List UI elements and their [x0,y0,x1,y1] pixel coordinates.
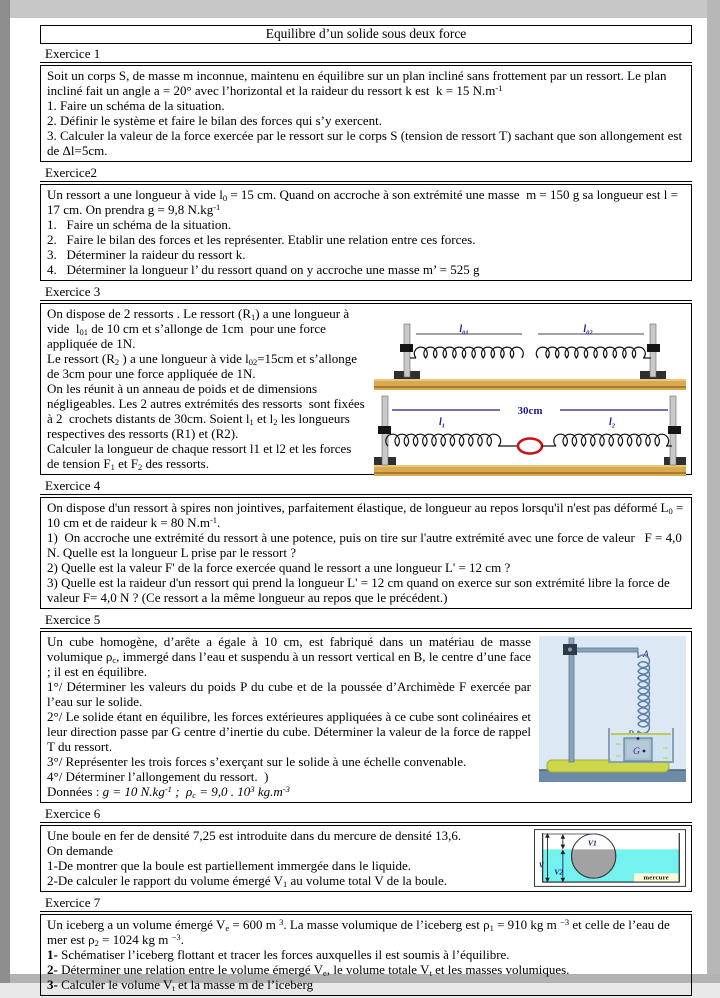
paragraph: Un iceberg a un volume émergé $V_e = 600$ m $^3$. La masse volumique de l’iceberg est $\rho_1 = 910$ kg m $^{-3}$ et celle de l’eau de mer est $\rho_2 = 1024$ kg m $^{-3}$. [47,917,674,948]
paragraph: Une boule en fer de densité 7,25 est introduite dans du mercure de densité 13,6. [47,828,462,843]
label-mercure: mercure [643,874,669,882]
exercise-text [47,917,686,992]
spring-coil-left [386,434,501,446]
paragraph: 2- Déterminer une relation entre le volume émergé $V_e$, le volume totale $V_t$ et les masses volumiques. [47,962,570,978]
stand-arm [572,648,638,652]
exercise-list [40,45,692,996]
paragraph: On demande [47,843,114,858]
exercise-body [40,497,692,609]
worksheet-title [40,25,692,44]
label-l2: $l_2$ [608,417,616,430]
paragraph: 2. Faire le bilan des forces et les représenter. Etablir une relation entre ces forces. [47,232,476,247]
stand-post-right [640,324,666,379]
exercise-header [40,611,692,629]
exercise-label: Exercice 1 [45,46,101,61]
paragraph: 2) Quelle est la valeur F' de la force exercée quand le ressort a une longueur L' = 12 cm ? [47,560,511,575]
spring-coil-r1 [414,347,523,358]
paragraph: 1) On accroche une extrémité du ressort à une potence, puis on tire sur l'autre extrémité avec une force de valeur F = 4,0 N. Quelle est la longueur L prise par le ressort ? [47,530,686,560]
exercise-body [40,184,692,281]
title-text: Equilibre d’un solide sous deux force [265,26,467,41]
exercise-header [40,283,692,301]
viewer-margin-right [707,0,720,983]
paragraph: Le ressort ($R_2$ ) a une longueur à vide $l_{02}=15cm$ et s’allonge de 3cm pour une force appliquée de 1N. [47,351,361,381]
exercise-label: Exercice 5 [45,612,101,627]
paragraph: On dispose de 2 ressorts . Le ressort $(R_1)$ a une longueur à vide $l_{01}$ de 10 cm et s’allonge de 1cm pour une force appliquée de 1N. [47,306,353,351]
label-30cm: 30cm [517,405,543,417]
exercise-label: Exercice2 [45,165,97,180]
stand-post-left [374,396,396,465]
paragraph: On dispose d'un ressort à spires non jointives, parfaitement élastique, de longueur au repos lorsqu'il n'est pas déformé $L_0 = 10$ cm et de raideur k = 80 $N.m^{-1}$. [47,500,687,530]
exercise-section-6 [40,805,692,892]
figure-slot [534,829,686,890]
spring-coil-r2 [536,347,645,358]
paragraph: 1. Faire un schéma de la situation. [47,217,232,232]
mercury-ball-figure [534,829,686,887]
exercise-body [40,631,692,803]
ground [374,379,686,390]
paragraph: 1- Schématiser l’iceberg flottant et tracer les forces auxquelles il est soumis à l’équilibre. [47,947,510,962]
figure-slot [539,636,686,785]
label-l02: $l_{02}$ [583,324,593,337]
viewer-margin-left [0,0,10,983]
paragraph: On les réunit à un anneau de poids et de dimensions négligeables. Les 2 autres extrémités des ressorts sont fixées à 2 crochets distants de 30cm. Soient $l_1$ et $l_2$ les longueurs respectives des ressorts (R1) et (R2). [47,381,368,441]
exercise-header [40,45,692,63]
paragraph: 1. Faire un schéma de la situation. [47,98,225,113]
label-v1: V1 [587,838,597,848]
springs-figure [374,324,686,476]
spring-coil-right [554,434,669,446]
paragraph: 2. Définir le système et faire le bilan des forces qui s’y exercent. [47,113,382,128]
exercise-text [47,500,686,605]
paragraph: Un cube homogène, d’arête a égale à 10 cm, est fabriqué dans un matériau de masse volumique $\rho_c$, immergé dans l’eau et suspendu à un ressort vertical en B, le centre d’une face ; il est en équilibre. [47,634,535,679]
ring [518,439,542,454]
paragraph: Calculer la longueur de chaque ressort l1 et l2 et les forces de tension $F_1$ et $F_2$ des ressorts. [47,441,355,472]
paragraph: 3. Calculer la valeur de la force exercée par le ressort sur le corps S (tension de ressort T) sachant que son allongement est de Δl=5cm. [47,128,686,158]
paragraph: Soit un corps S, de masse m inconnue, maintenu en équilibre sur un plan incliné sans frottement par un ressort. Le plan incliné fait un angle a = 20° avec l’horizontal et la raideur du ressort k est k = 15 $N.m^{-1}$ [47,68,670,98]
cube-spring-figure [539,636,686,782]
label-v: V [538,860,544,870]
paragraph: 4. Déterminer la longueur l’ du ressort quand on y accroche une masse m’ = 525 g [47,262,480,277]
exercise-label: Exercice 6 [45,806,101,821]
exercise-label: Exercice 4 [45,478,101,493]
exercise-text [47,68,686,158]
exercise-section-1 [40,45,692,162]
exercise-text [47,187,686,277]
stand-post-left [394,324,420,379]
ground [374,465,686,476]
paragraph: 1-De montrer que la boule est partiellement immergée dans le liquide. [47,858,411,873]
paragraph: 3. Déterminer la raideur du ressort k. [47,247,246,262]
exercise-header [40,805,692,823]
label-point-a: A [643,650,649,660]
figure-slot [374,324,686,479]
exercise-header [40,894,692,912]
stand-post-right [664,396,686,465]
paragraph: 3°/ Représenter les trois forces s’exerçant sur le solide à une échelle convenable. [47,754,467,769]
paragraph: 2°/ Le solide étant en équilibre, les forces extérieures appliquées à ce cube sont colinéaires et leur direction passe par G centre d’inertie du cube. Déterminer la valeur de la force de rappel T du ressort. [47,709,535,754]
exercise-section-4 [40,477,692,609]
exercise-label: Exercice 3 [45,284,101,299]
exercise-body [40,303,692,475]
paragraph: 1°/ Déterminer les valeurs du poids P du cube et de la poussée d’Archimède F exercée par l’eau sur le solide. [47,679,535,709]
paragraph: 4°/ Déterminer l’allongement du ressort. ) [47,769,269,784]
exercise-header [40,477,692,495]
exercise-body [40,825,692,892]
stand-rod [569,638,574,762]
paragraph: Données : g = 10 $N.kg^{-1}$ ; $\rho_c = 9,0$ . $10^3$ $kg.m^{-3}$ [47,784,290,800]
label-l1: $l_1$ [438,417,446,430]
paragraph: 3) Quelle est la raideur d'un ressort qui prend la longueur L' = 12 cm quand on exerce sur son extrémité libre la force de valeur F= 4,0 N ? (Ce ressort a la même longueur au repos que le précédent.) [47,575,674,605]
exercise-section-3 [40,283,692,475]
exercise-body [40,914,692,996]
exercise-section-7 [40,894,692,996]
paragraph: 2-De calculer le rapport du volume émergé $V_1$ au volume total V de la boule. [47,873,448,889]
exercise-label: Exercice 7 [45,895,101,910]
exercise-header [40,164,692,182]
paragraph: 3- Calculer le volume $V_t$ et la masse m de l’iceberg [47,977,314,993]
exercise-section-5 [40,611,692,803]
exercise-section-2 [40,164,692,281]
label-v2: V2 [554,867,564,877]
label-center-g: G [633,747,640,757]
exercise-body [40,65,692,162]
viewer-margin-top [0,0,720,18]
worksheet-table [40,25,692,998]
paragraph: Un ressort a une longueur à vide $l_0 = 15$ cm. Quand on accroche à son extrémité une masse m = 150 g sa longueur est l = 17 cm. On prendra g = 9,8 $N.kg^{-1}$ [47,187,682,217]
label-l01: $l_{01}$ [459,324,469,337]
